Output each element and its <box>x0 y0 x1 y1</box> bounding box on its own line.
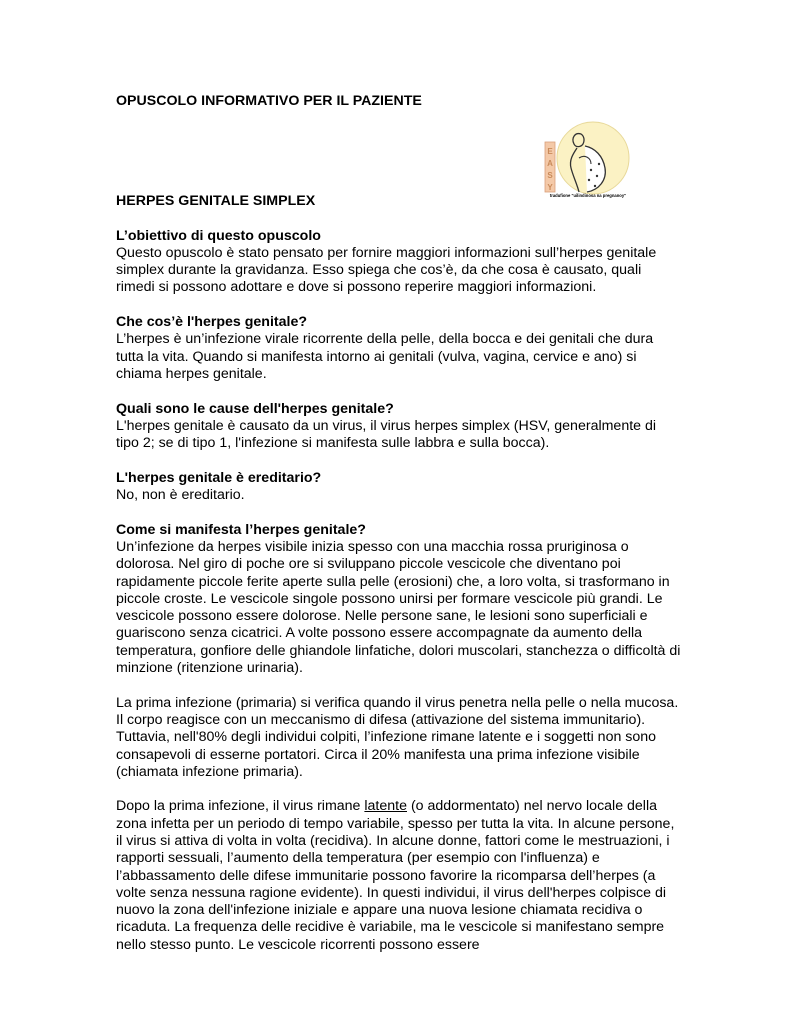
section-heading-hereditary: L'herpes genitale è ereditario? <box>116 469 322 486</box>
logo-letter-e: E <box>547 147 553 156</box>
section-paragraph-hereditary: No, non è ereditario. <box>116 487 245 504</box>
section-paragraph-manifestation-3 <box>116 798 682 954</box>
document-body <box>116 193 682 954</box>
easy-logo <box>541 114 635 204</box>
logo-caption: tradufione "uilindinosa na pregnanoy" <box>549 193 627 198</box>
section-paragraph-objective: Questo opuscolo è stato pensato per fornire maggiori informazioni sull’herpes genitale simplex durante la gravidanza. Esso spiega che cos’è, da che cosa è causato, quali rimedi si possono adottare e dove si possono reperire maggiori informazioni. <box>116 244 657 296</box>
underlined-term-latente: latente <box>364 798 407 815</box>
section-paragraph-manifestation-1: Un’infezione da herpes visibile inizia spesso con una macchia rossa pruriginosa o dolorosa. Nel giro di poche ore si sviluppano piccole vescicole che diventano poi rapidamente piccole ferite aperte sulla pelle (erosioni) che, a loro volta, si trasformano in piccole croste. Le vescicole singole possono unirsi per formare vescicole più grandi. Le vescicole possono essere dolorose. Nelle persone sane, le lesioni sono superficiali e guariscono senza cicatrici. A volte possono essere accompagnate da aumento della temperatura, gonfiore delle ghiandole linfatiche, dolori muscolari, stanchezza o difficoltà di minzione (ritenzione urinaria). <box>116 538 681 677</box>
section-heading-objective: L’obiettivo di questo opuscolo <box>116 227 321 244</box>
section-heading-manifestation: Come si manifesta l’herpes genitale? <box>116 521 366 538</box>
section-paragraph-manifestation-2: La prima infezione (primaria) si verifica quando il virus penetra nella pelle o nella mucosa. Il corpo reagisce con un meccanismo di difesa (attivazione del sistema immunitario). Tuttavia, nell'80% degli individui colpiti, l’infezione rimane latente e i soggetti non sono consapevoli di esserne portatori. Circa il 20% manifesta una prima infezione visibile (chiamata infezione primaria). <box>116 694 679 780</box>
section-paragraph-causes: L'herpes genitale è causato da un virus, il virus herpes simplex (HSV, generalmente di tipo 2; se di tipo 1, l'infezione si manifesta sulle labbra e sulla bocca). <box>116 417 657 452</box>
logo-letter-s: S <box>547 171 553 180</box>
section-heading-what-is: Che cos’è l'herpes genitale? <box>116 314 308 331</box>
section-paragraph-what-is: L’herpes è un’infezione virale ricorrente della pelle, della bocca e dei genitali che dura tutta la vita. Quando si manifesta intorno ai genitali (vulva, vagina, cervice e ano) si chiama herpes genitale. <box>116 331 654 382</box>
pregnant-woman-logo-icon <box>541 114 635 204</box>
logo-letter-y: Y <box>547 183 553 192</box>
document-subtitle: HERPES GENITALE SIMPLEX <box>116 193 316 209</box>
document-title: OPUSCOLO INFORMATIVO PER IL PAZIENTE <box>116 93 422 109</box>
section-heading-causes: Quali sono le cause dell'herpes genitale? <box>116 400 394 417</box>
logo-letter-a: A <box>547 159 553 168</box>
paragraph-text-before: Dopo la prima infezione, il virus rimane <box>116 798 365 815</box>
paragraph-text-after: (o addormentato) nel nervo locale della zona infetta per un periodo di tempo variabile, spesso per tutta la vita. In alcune persone, il virus si attiva di volta in volta (recidiva). In alcune donne, fattori come le mestruazioni, i rapporti sessuali, l’aumento della temperatura (per esempio con l'influenza) e l’abbassamento delle difese immunitarie possono favorire la ricomparsa dell’herpes (a volte senza nessuna ragione evidente). In questi individui, il virus dell'herpes colpisce di nuovo la zona dell'infezione iniziale e appare una nuova lesione chiamata recidiva o ricaduta. La frequenza delle recidive è variabile, ma le vescicole si manifestano sempre nello stesso punto. Le vescicole ricorrenti possono essere <box>116 798 675 953</box>
